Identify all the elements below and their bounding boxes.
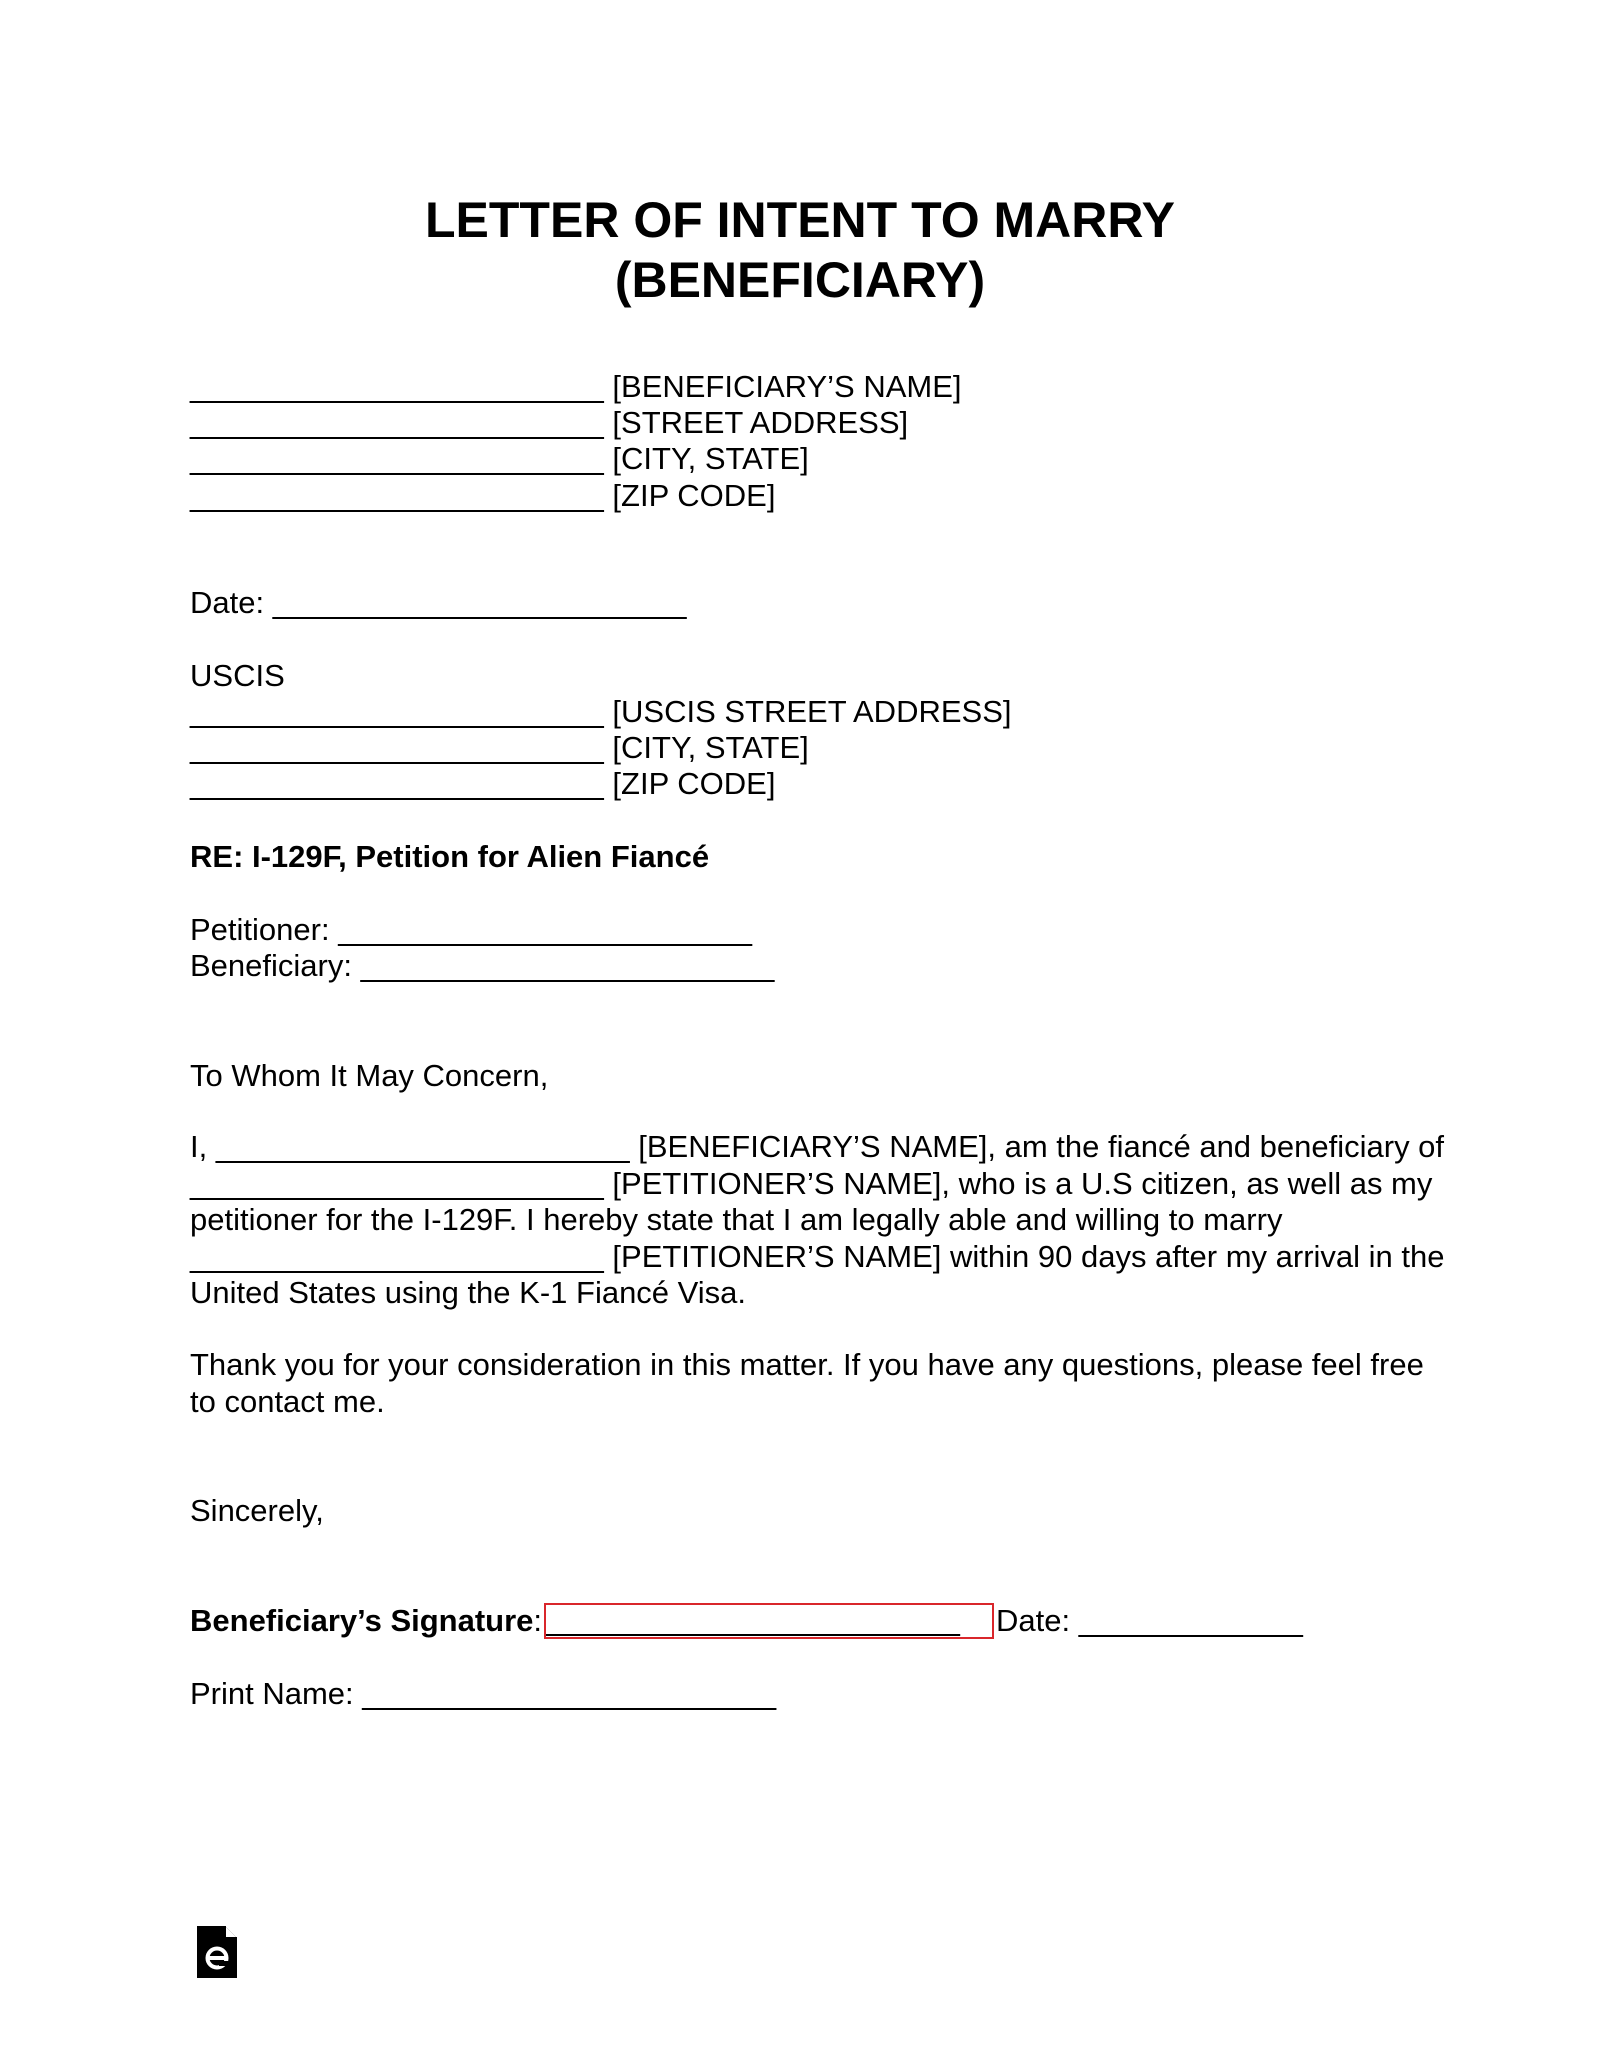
re-line: RE: I-129F, Petition for Alien Fiancé [190, 839, 710, 874]
petitioner-name-blank[interactable]: ________________________ [190, 1238, 604, 1274]
field-label: [CITY, STATE] [612, 730, 809, 765]
fill-blank[interactable]: ________________________ [190, 766, 604, 801]
signature-date-label: Date: [996, 1603, 1071, 1638]
beneficiary-blank[interactable]: ________________________ [360, 948, 775, 983]
text: [PETITIONER’S NAME] within 90 days after my arrival in the United States using the K-1 Fiancé Visa. [190, 1238, 1445, 1310]
petitioner-line [190, 911, 752, 948]
field-label: [STREET ADDRESS] [612, 405, 909, 440]
beneficiary-name-blank[interactable]: ________________________ [215, 1129, 630, 1164]
text: [PETITIONER’S NAME], who is a U.S citizen, as well as my petitioner for the I-129F. I hereby state that I am legally able and willing to marry [190, 1165, 1433, 1237]
signature-line [190, 1602, 1303, 1639]
date-label: Date: [190, 585, 265, 620]
title-line-1: LETTER OF INTENT TO MARRY [425, 192, 1175, 248]
uscis-street-line [190, 693, 1012, 730]
signature-date-blank[interactable]: _____________ [1078, 1603, 1303, 1638]
signature-label: Beneficiary’s Signature [190, 1603, 534, 1638]
text: [BENEFICIARY’S NAME], am the fiancé and beneficiary of [638, 1129, 1445, 1164]
fill-blank[interactable]: ________________________ [190, 441, 604, 476]
beneficiary-label: Beneficiary: [190, 948, 352, 983]
document-title [0, 190, 1600, 310]
field-label: [CITY, STATE] [612, 441, 809, 476]
field-label: [ZIP CODE] [612, 478, 776, 513]
signature-field[interactable]: ________________________ [544, 1603, 994, 1639]
field-label: [BENEFICIARY’S NAME] [612, 369, 962, 404]
eforms-logo-icon [197, 1926, 237, 1978]
fill-blank[interactable]: ________________________ [190, 478, 604, 513]
uscis-zip-line [190, 765, 775, 802]
body-paragraph-1 [190, 1129, 1450, 1312]
beneficiary-name-line [190, 368, 962, 405]
date-blank[interactable]: ________________________ [272, 585, 687, 620]
street-address-line [190, 404, 908, 441]
print-name-label: Print Name: [190, 1676, 354, 1711]
salutation: To Whom It May Concern, [190, 1058, 549, 1093]
print-name-blank[interactable]: ________________________ [362, 1676, 777, 1711]
closing: Sincerely, [190, 1493, 324, 1528]
uscis-city-state-line [190, 729, 809, 766]
uscis-name: USCIS [190, 658, 285, 693]
petitioner-blank[interactable]: ________________________ [338, 912, 752, 947]
petitioner-label: Petitioner: [190, 912, 330, 947]
date-line [190, 584, 687, 621]
text: I, [190, 1129, 208, 1164]
zip-code-line [190, 477, 775, 514]
petitioner-name-blank[interactable]: ________________________ [190, 1165, 604, 1201]
field-label: [ZIP CODE] [612, 766, 776, 801]
fill-blank[interactable]: ________________________ [190, 369, 604, 404]
print-name-line [190, 1675, 776, 1712]
signature-colon: : [533, 1603, 543, 1638]
field-label: [USCIS STREET ADDRESS] [612, 694, 1012, 729]
title-line-2: (BENEFICIARY) [614, 252, 986, 308]
fill-blank[interactable]: ________________________ [190, 730, 604, 765]
fill-blank[interactable]: ________________________ [190, 405, 604, 440]
beneficiary-line [190, 947, 774, 984]
body-paragraph-2: Thank you for your consideration in this matter. If you have any questions, please feel free to contact me. [190, 1347, 1424, 1419]
city-state-line [190, 440, 809, 477]
fill-blank[interactable]: ________________________ [190, 694, 604, 729]
